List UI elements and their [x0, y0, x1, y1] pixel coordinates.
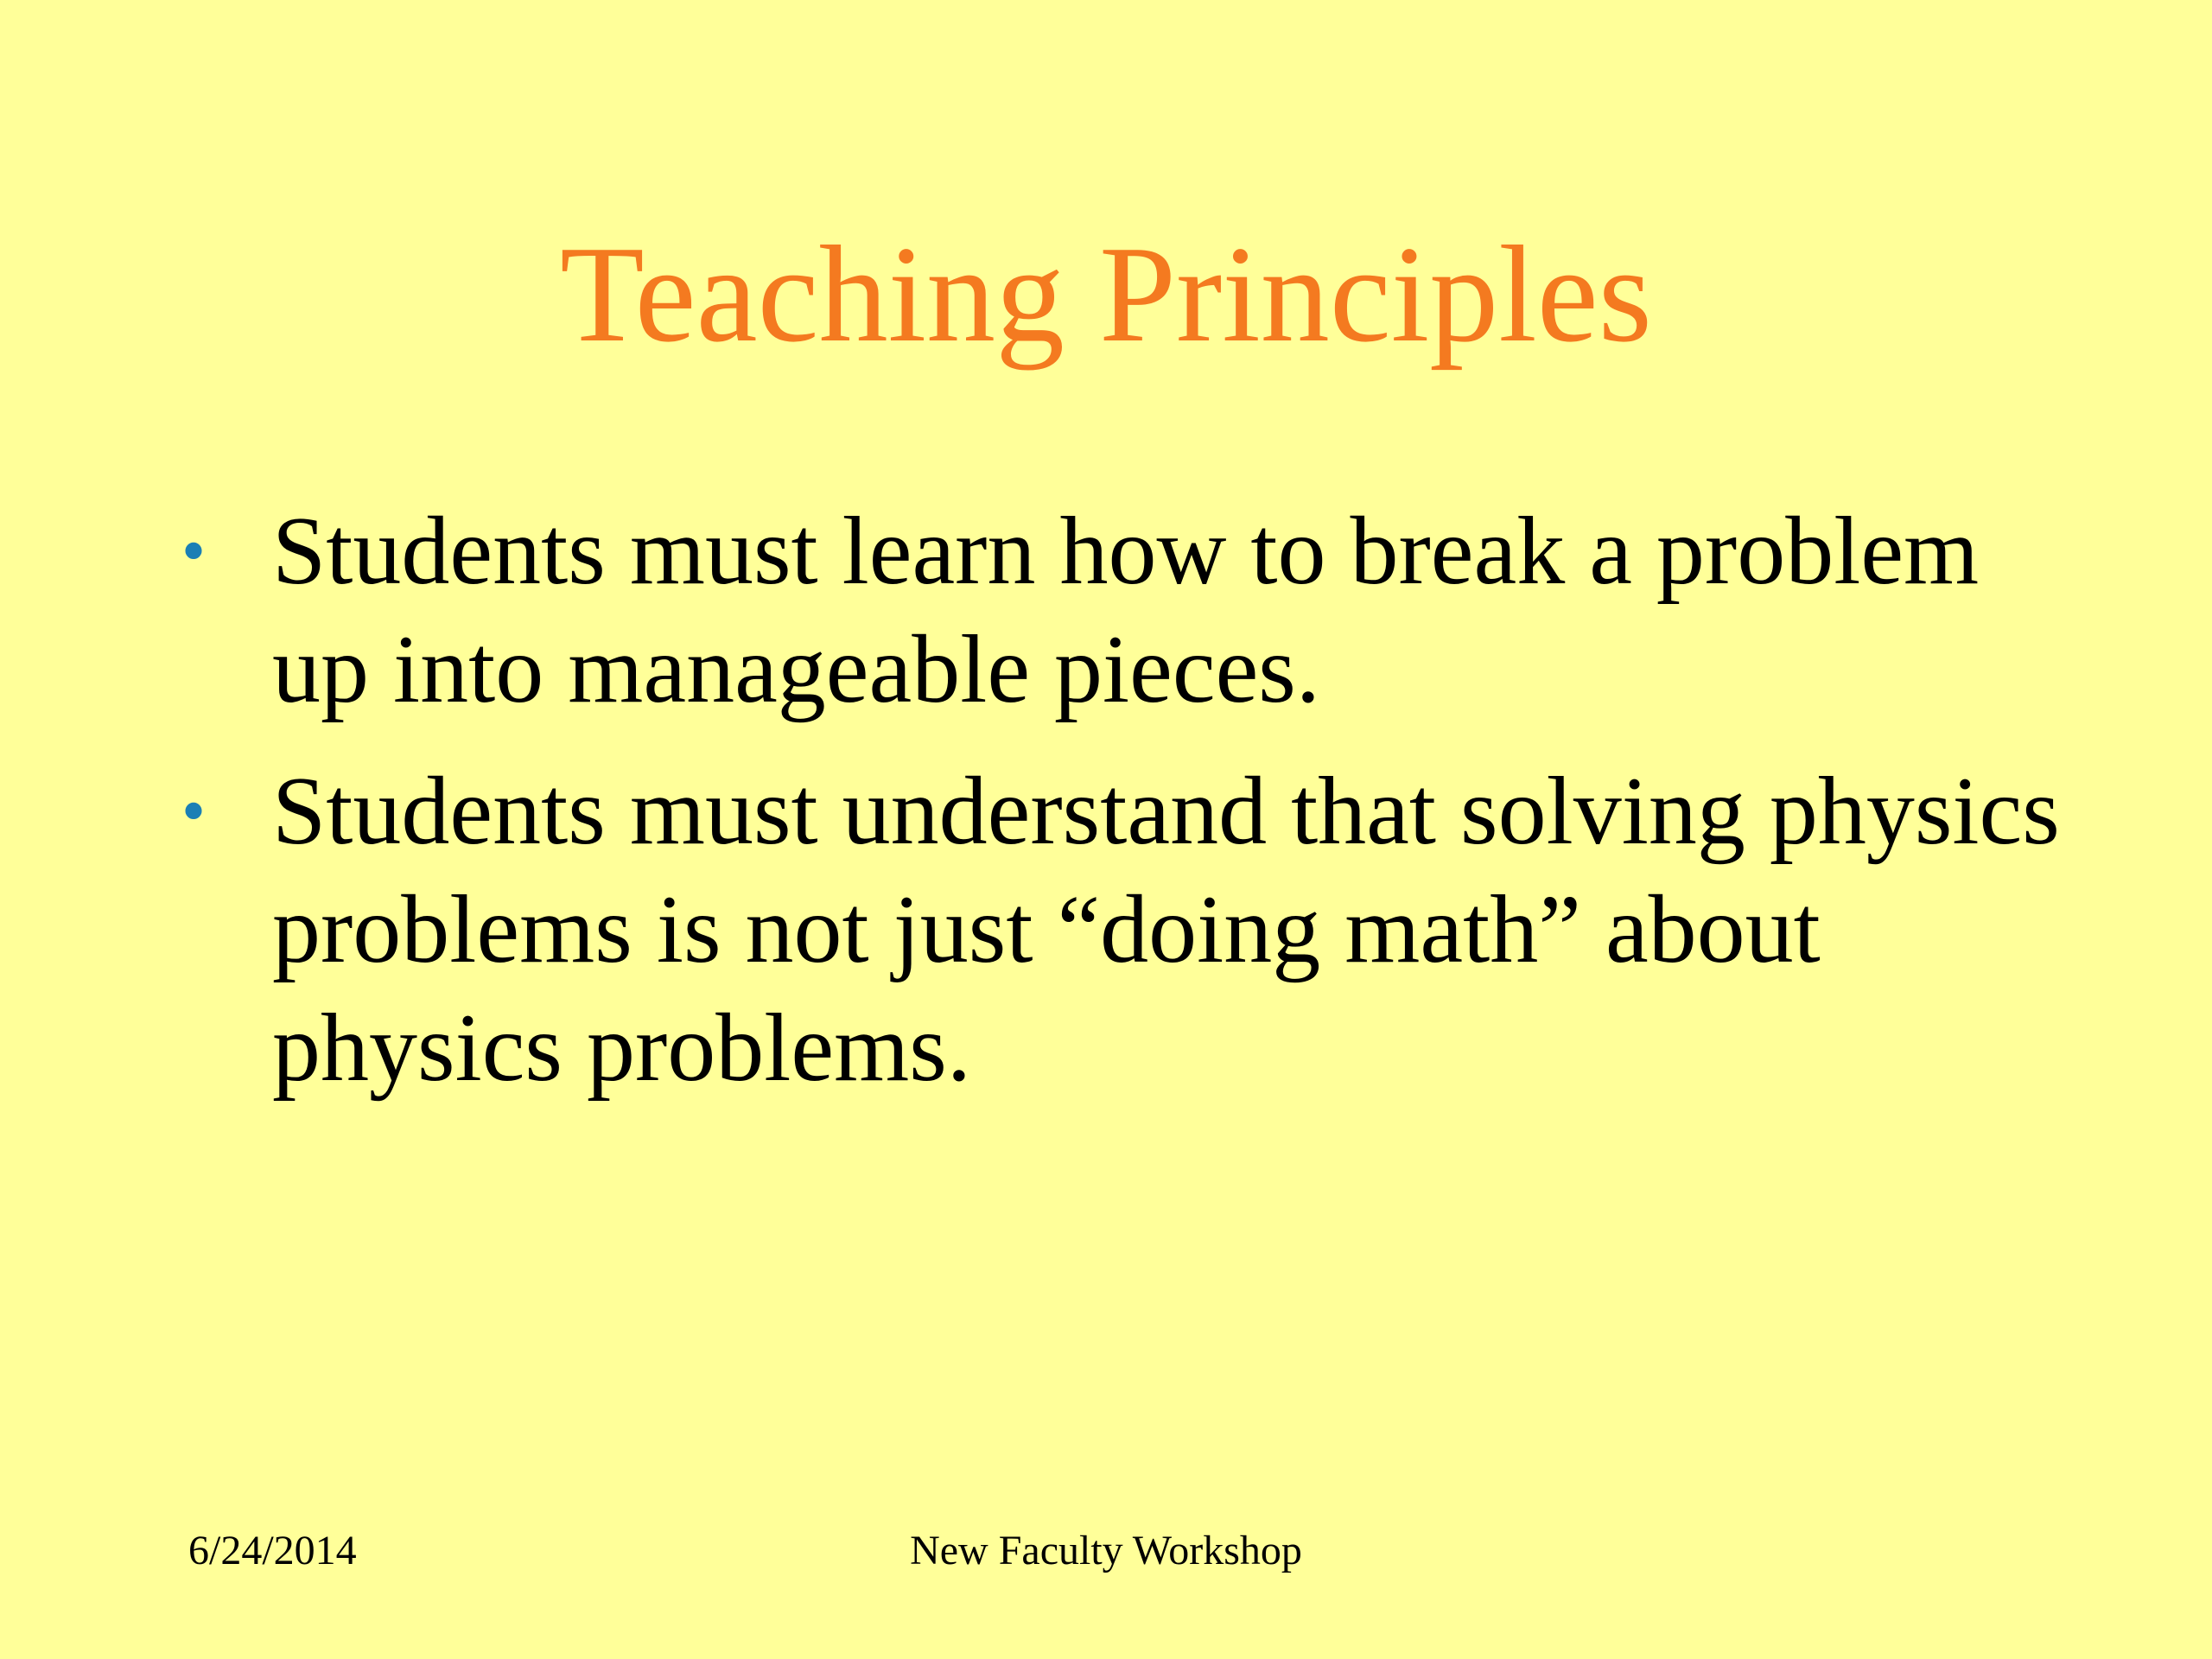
bullet-marker-icon: • [181, 773, 207, 849]
bullet-marker-icon: • [181, 513, 207, 589]
bullet-list [181, 493, 2100, 1131]
bullet-item [181, 493, 2100, 729]
footer-date: 6/24/2014 [188, 1528, 357, 1573]
slide-title: Teaching Principles [560, 217, 1652, 371]
bullet-text: Students must learn how to break a problem up into manageable pieces. [272, 498, 1980, 723]
bullet-text: Students must understand that solving physics problems is not just “doing math” about physics problems. [272, 758, 2060, 1102]
bullet-item [181, 753, 2100, 1108]
footer-title: New Faculty Workshop [910, 1528, 1302, 1573]
